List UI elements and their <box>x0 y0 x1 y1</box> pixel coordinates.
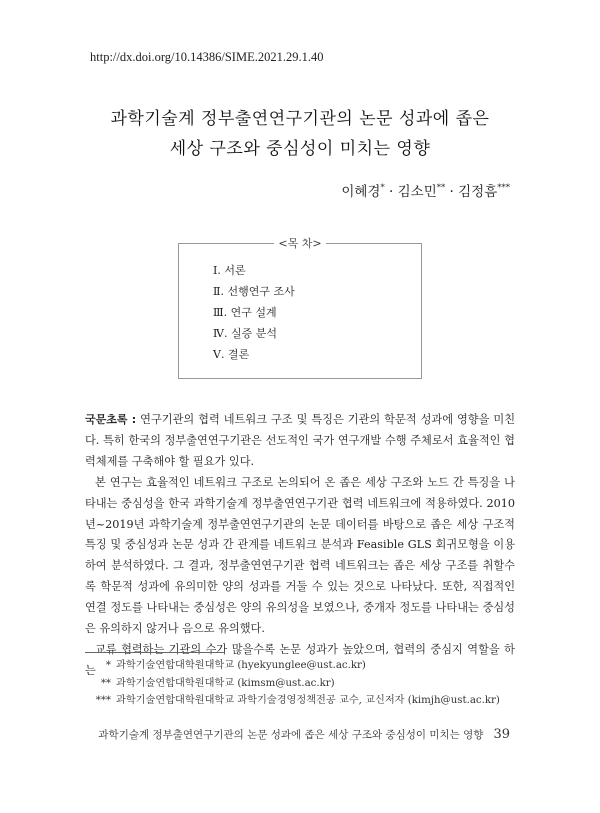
author-mark: ** <box>436 183 446 193</box>
footnote-mark: ** <box>100 677 111 689</box>
paper-title-line-2: 세상 구조와 중심성이 미치는 영향 <box>169 139 431 159</box>
author-mark: * <box>380 183 385 193</box>
toc-item: Ⅲ. 연구 설계 <box>213 306 277 319</box>
author-name: 김정흠 <box>458 184 498 200</box>
korean-abstract <box>85 410 515 682</box>
footnotes <box>85 657 500 710</box>
author-separator: · <box>449 184 454 200</box>
page-number: 39 <box>493 727 510 742</box>
footnote-text: 과학기술연합대학원대학교 (hyekyunglee@ust.ac.kr) <box>116 660 366 671</box>
toc-item: Ⅳ. 실증 분석 <box>213 327 277 340</box>
footnote-mark: * <box>105 660 111 671</box>
footnote-mark: *** <box>95 695 111 707</box>
toc-item: Ⅰ. 서론 <box>213 264 246 277</box>
author-mark: *** <box>497 183 510 193</box>
abstract-label: 국문초록 : <box>85 413 137 426</box>
toc-item: Ⅱ. 선행연구 조사 <box>213 285 295 298</box>
author-name: 이혜경 <box>341 184 381 200</box>
abstract-text-1: 연구기관의 협력 네트워크 구조 및 특징은 기관의 학문적 성과에 영향을 미친다. 특히 한국의 정부출연연구기관은 선도적인 국가 연구개발 수행 주체로서 효율적인 협력체제를 구축해야 할 필요가 있다. <box>85 413 515 468</box>
abstract-paragraph-3: 교류 협력하는 기관의 수가 많을수록 논문 성과가 높았으며, 협력의 중심지 역할을 하는 <box>85 642 515 677</box>
author-list <box>341 180 510 200</box>
running-footer <box>98 727 510 742</box>
running-footer-title: 과학기술계 정부출연연구기관의 논문 성과에 좁은 세상 구조와 중심성이 미치는 영향 <box>98 729 484 741</box>
footnote <box>85 675 500 693</box>
paper-title-line-1: 과학기술계 정부출연연구기관의 논문 성과에 좁은 <box>110 109 490 129</box>
footnote <box>85 692 500 710</box>
author-name: 김소민 <box>397 184 437 200</box>
footnote-divider <box>85 652 225 653</box>
footnote-text: 과학기술연합대학원대학교 과학기술경영정책전공 교수, 교신저자 (kimjh@ust.ac.kr) <box>116 695 500 707</box>
abstract-paragraph-2: 본 연구는 효율적인 네트워크 구조로 논의되어 온 좁은 세상 구조와 노드 간 특징을 나타내는 중심성을 한국 과학기술계 정부출연연구기관 협력 네트워크에 적용하였다. 2010년~2019년 과학기술계 정부출연연구기관의 논문 데이터를 바탕으로 좁은 세상 구조적 특징 및 중심성과 논문 성과 간 관계를 네트워크 분석과 Feasible GLS 회귀모형을 이용하여 분석하였다. 그 결과, 정부출연연구기관 협력 네트워크는 좁은 세상 구조를 취할수록 학문적 성과에 유의미한 양의 성과를 거둘 수 있는 것으로 나타났다. 또한, 직접적인 연결 정도를 나타내는 중심성은 양의 유의성을 보였으나, 중개자 정도를 나타내는 중심성은 유의하지 않거나 음으로 유의했다. <box>85 475 515 636</box>
abstract-paragraph-1 <box>85 410 515 473</box>
author-separator: · <box>389 184 394 200</box>
toc-title-text: <목 차> <box>274 237 325 250</box>
toc-list <box>213 262 295 367</box>
footnote <box>85 657 500 675</box>
doi-link[interactable]: http://dx.doi.org/10.14386/SIME.2021.29.1.40 <box>90 50 324 64</box>
footnote-text: 과학기술연합대학원대학교 (kimsm@ust.ac.kr) <box>116 677 335 689</box>
toc-title <box>0 235 600 251</box>
toc-item: Ⅴ. 결론 <box>213 348 250 361</box>
